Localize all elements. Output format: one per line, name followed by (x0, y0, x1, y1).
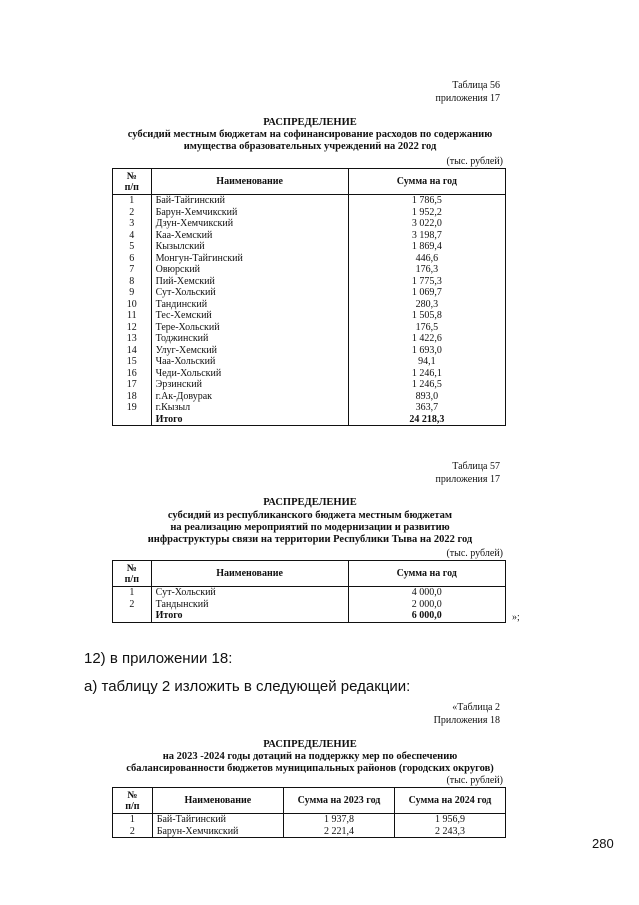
row-number: 2 (113, 599, 152, 611)
row-number: 5 (113, 241, 152, 253)
table-row (113, 333, 506, 345)
row-sum: 446,6 (348, 253, 505, 265)
row-sum: 1 786,5 (348, 195, 505, 207)
column-header-number: № п/п (113, 561, 152, 587)
table2 (112, 787, 506, 838)
column-header-sum-2024: Сумма на 2024 год (395, 788, 506, 814)
row-name: Бай-Тайгинский (152, 814, 283, 826)
row-number: 3 (113, 218, 152, 230)
table56-units: (тыс. рублей) (446, 156, 503, 167)
row-number: 2 (113, 207, 152, 219)
row-sum: 1 422,6 (348, 333, 505, 345)
row-number: 15 (113, 356, 152, 368)
row-number: 9 (113, 287, 152, 299)
row-number: 18 (113, 391, 152, 403)
table-row (113, 218, 506, 230)
row-number: 1 (113, 195, 152, 207)
table-row (113, 368, 506, 380)
row-name: Тандинский (151, 299, 348, 311)
row-sum: 1 246,1 (348, 368, 505, 380)
table-row (113, 195, 506, 207)
closing-quote-mark: »; (512, 612, 520, 623)
table57-subtitle-2: на реализацию мероприятий по модернизации и развитию (170, 522, 450, 533)
table-row (113, 287, 506, 299)
row-name: Кызылский (151, 241, 348, 253)
table56-subtitle-2: имущества образовательных учреждений на 2022 год (183, 141, 437, 152)
table57-heading: РАСПРЕДЕЛЕНИЕ (263, 497, 357, 508)
row-number: 8 (113, 276, 152, 288)
row-name: Тере-Хольский (151, 322, 348, 334)
table2-subtitle-2: сбалансированности бюджетов муниципальных районов (городских округов) (126, 763, 494, 774)
row-name: Барун-Хемчикский (151, 207, 348, 219)
total-label: Итого (151, 610, 348, 622)
row-sum: 2 243,3 (395, 826, 506, 838)
table57-subtitle-1: субсидий из республиканского бюджета местным бюджетам (167, 510, 453, 521)
column-header-number: № п/п (113, 788, 153, 814)
row-number: 7 (113, 264, 152, 276)
table-row (113, 264, 506, 276)
total-value: 24 218,3 (348, 414, 505, 426)
table56-subtitle-1: субсидий местным бюджетам на софинансирование расходов по содержанию (127, 129, 493, 140)
row-sum: 4 000,0 (348, 587, 505, 599)
column-header-name: Наименование (152, 788, 283, 814)
row-number: 4 (113, 230, 152, 242)
row-name: Бай-Тайгинский (151, 195, 348, 207)
total-row (113, 610, 506, 622)
table57-appendix: приложения 17 (435, 474, 500, 485)
table-row (113, 379, 506, 391)
table-row (113, 241, 506, 253)
row-number: 11 (113, 310, 152, 322)
table56-appendix: приложения 17 (435, 93, 500, 104)
row-name: Тоджинский (151, 333, 348, 345)
table-row (113, 253, 506, 265)
row-name: Тес-Хемский (151, 310, 348, 322)
table-row (113, 299, 506, 311)
table-row (113, 310, 506, 322)
table-row (113, 356, 506, 368)
row-sum: 893,0 (348, 391, 505, 403)
row-sum: 1 869,4 (348, 241, 505, 253)
total-label: Итого (151, 414, 348, 426)
table2-heading: РАСПРЕДЕЛЕНИЕ (263, 739, 357, 750)
row-number: 12 (113, 322, 152, 334)
row-sum: 2 000,0 (348, 599, 505, 611)
table-row (113, 207, 506, 219)
table-row (113, 276, 506, 288)
total-row (113, 414, 506, 426)
table2-units: (тыс. рублей) (446, 775, 503, 786)
row-name: Дзун-Хемчикский (151, 218, 348, 230)
row-number: 19 (113, 402, 152, 414)
row-name: Чаа-Хольский (151, 356, 348, 368)
table-row (113, 814, 506, 826)
table57-units: (тыс. рублей) (446, 548, 503, 559)
row-sum: 1 693,0 (348, 345, 505, 357)
row-sum: 1 775,3 (348, 276, 505, 288)
row-name: Чеди-Хольский (151, 368, 348, 380)
table-row (113, 402, 506, 414)
table56-heading: РАСПРЕДЕЛЕНИЕ (263, 117, 357, 128)
row-name: Эрзинский (151, 379, 348, 391)
row-name: г.Кызыл (151, 402, 348, 414)
column-header-sum-2023: Сумма на 2023 год (284, 788, 395, 814)
row-number: 17 (113, 379, 152, 391)
column-header-number: № п/п (113, 169, 152, 195)
table56 (112, 168, 506, 426)
table57-label: Таблица 57 (452, 461, 500, 472)
row-name: Овюрский (151, 264, 348, 276)
table56-label: Таблица 56 (452, 80, 500, 91)
row-number: 6 (113, 253, 152, 265)
table-row (113, 345, 506, 357)
row-sum: 1 937,8 (284, 814, 395, 826)
column-header-sum: Сумма на год (348, 561, 505, 587)
table-row (113, 322, 506, 334)
total-value: 6 000,0 (348, 610, 505, 622)
row-name: Пий-Хемский (151, 276, 348, 288)
table-row (113, 599, 506, 611)
row-name: г.Ак-Довурак (151, 391, 348, 403)
item-a-text: а) таблицу 2 изложить в следующей редакции: (84, 678, 411, 695)
row-sum: 2 221,4 (284, 826, 395, 838)
page-number: 280 (592, 836, 614, 851)
total-empty-cell (113, 414, 152, 426)
row-sum: 176,5 (348, 322, 505, 334)
row-sum: 1 505,8 (348, 310, 505, 322)
row-name: Тандынский (151, 599, 348, 611)
row-number: 16 (113, 368, 152, 380)
table2-appendix: Приложения 18 (433, 715, 500, 726)
row-number: 1 (113, 814, 153, 826)
row-name: Сут-Хольский (151, 287, 348, 299)
row-name: Каа-Хемский (151, 230, 348, 242)
table-row (113, 826, 506, 838)
row-sum: 3 198,7 (348, 230, 505, 242)
column-header-name: Наименование (151, 561, 348, 587)
row-sum: 1 956,9 (395, 814, 506, 826)
row-name: Сут-Хольский (151, 587, 348, 599)
table57 (112, 560, 506, 623)
column-header-name: Наименование (151, 169, 348, 195)
row-sum: 176,3 (348, 264, 505, 276)
table-row (113, 391, 506, 403)
total-empty-cell (113, 610, 152, 622)
table57-subtitle-3: инфраструктуры связи на территории Республики Тыва на 2022 год (147, 534, 473, 545)
row-sum: 94,1 (348, 356, 505, 368)
item-12-text: 12) в приложении 18: (84, 650, 233, 667)
row-number: 14 (113, 345, 152, 357)
column-header-sum: Сумма на год (348, 169, 505, 195)
row-sum: 1 246,5 (348, 379, 505, 391)
row-name: Монгун-Тайгинский (151, 253, 348, 265)
row-sum: 1 952,2 (348, 207, 505, 219)
row-number: 1 (113, 587, 152, 599)
row-name: Улуг-Хемский (151, 345, 348, 357)
row-sum: 1 069,7 (348, 287, 505, 299)
row-number: 2 (113, 826, 153, 838)
table2-label: «Таблица 2 (452, 702, 500, 713)
row-sum: 3 022,0 (348, 218, 505, 230)
row-number: 13 (113, 333, 152, 345)
row-sum: 280,3 (348, 299, 505, 311)
table2-subtitle-1: на 2023 -2024 годы дотаций на поддержку мер по обеспечению (162, 751, 458, 762)
row-name: Барун-Хемчикский (152, 826, 283, 838)
row-sum: 363,7 (348, 402, 505, 414)
table-row (113, 587, 506, 599)
table-row (113, 230, 506, 242)
row-number: 10 (113, 299, 152, 311)
